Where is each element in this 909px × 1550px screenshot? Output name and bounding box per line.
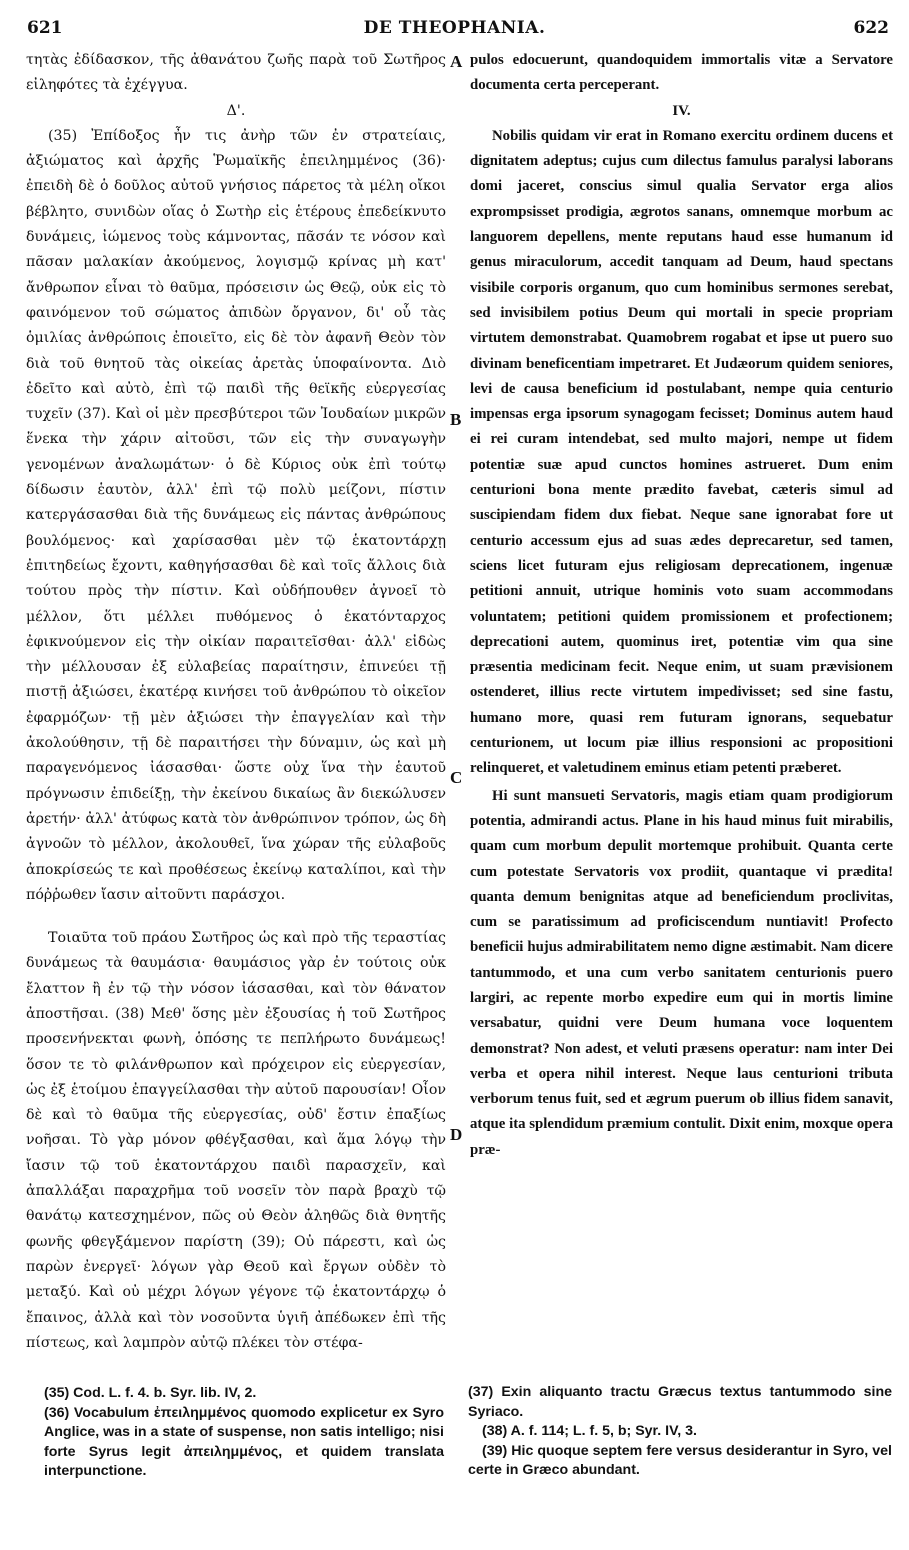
running-header <box>0 18 909 44</box>
latin-section-heading: IV. <box>672 102 691 119</box>
greek-paragraph-3: Τοιαῦτα τοῦ πράου Σωτῆρος ὡς καὶ πρὸ τῆς τεραστίας δυνάμεως τὰ θαυμάσια· θαυμάσιος γὰρ ἐν τούτοις οὐκ ἔλαττον ἢ ἐν τῷ τὴν νόσον ἰάσασθαι, καὶ τὸν θάνατον ἀποστῆσαι. (38) Μεθ' ὅσης μὲν ἐξουσίας ἡ τοῦ Σωτῆρος προσενήνεκται φωνὴ, ὁπόσης τε πεπλήρωτο δυνάμεως! ὅσον τε τὸ φιλάνθρωπον καὶ πρόχειρον εἰς εὐεργεσίαν, ὡς ἐξ ἑτοίμου ἐπαγγείλασθαι τὴν αὐτοῦ παρουσίαν! Οἷον δὲ καὶ τὸ θαῦμα τῆς εὐεργεσίας, οὐδ' ἔστιν ἐπαξίως νοῆσαι. Τὸ γὰρ μόνον φθέγξασθαι, καὶ ἅμα λόγῳ τὴν ἴασιν τῷ τοῦ ἑκατοντάρχου παιδὶ παρασχεῖν, καὶ ἀπαλλάξαι παραχρῆμα τοῦ νοσεῖν τὸν παρὰ βραχὺ τῷ θανάτῳ κατεσχημένον, πῶς οὐ Θεὸν ἀληθῶς διὰ θνητῆς φωνῆς φθεγξάμενον παρίστη (39); Οὐ πάρεστι, καὶ ὡς παρὼν ἐνεργεῖ· λόγων γὰρ Θεοῦ καὶ ἔργων οὐδὲν τὸ μεταξύ. Καὶ οὐ μέχρι λόγων γέγονε τῷ ἑκατοντάρχῳ ὁ ἔπαινος, ἀλλὰ καὶ τὸν νοσοῦντα ὑγιῆ ἀπέδωκεν ἐπὶ τῆς πίστεως, καὶ λαμπρὸν αὐτῷ πλέκει τὸν στέφα- <box>26 930 446 1351</box>
greek-paragraph-1: τητὰς ἐδίδασκον, τῆς ἀθανάτου ζωῆς παρὰ τοῦ Σωτῆρος εἰληφότες τὰ ἐχέγγυα. <box>26 52 446 94</box>
margin-marker-c: C <box>450 768 463 787</box>
footnote-39: (39) Hic quoque septem fere versus desiderantur in Syro, vel certe in Græco abundant. <box>468 1442 892 1478</box>
latin-paragraph-2: Nobilis quidam vir erat in Romano exercitu ordinem ducens et dignitatem adeptus; cujus cum dilectus famulus paralysi laborans domi jaceret, conscius simul qualia Servator erga alios exprompsisset prodigia, ægrotos sanans, omnemque morbum ac languorem depellens, mente reputans haud esse humanum id genus miraculorum, accedit tanquam ad Deum, haud spectans visibile corporis organum, quo cum hominibus sermones serebat, sed invisibilem potius Deum qui mortali in specie propriam virtutem demonstrabat. Quamobrem rogabat et ipse ut puero suo divinam beneficentiam impetraret. Et Judæorum quidem seniores, levi de causa beneficium id postulabant, nempe quia centurio impensas erga ipsorum synagogam fecisset; Dominus autem haud ei rei curam intendebat, sed multo majori, nempe ut fidem potentiæ suæ apud cunctos homines astrueret. Dum enim centurioni bona mente prædito favebat, cæteris simul ad suscipiendam fidem dux fiebat. Neque sane ignorabat fore ut centurio accessum ejus ad suas ædes deprecaretur, sed tamen, sciens licet futuram ejus religiosam deprecationem, ingenuæ petitioni annuit, utrique hominis voto suam accommodans voluntatem; petitioni quidem promissionem et profectionem; deprecationi autem, quominus iret, potentiæ vim qua sine præsentia medicinam fecit. Neque enim, ut suam prævisionem ostenderet, illius recte virtutem impedivisset; sed sine fastu, humano more, quasi rem futuram ignorans, sequebatur centurionem, ut locum piæ illius responsioni ac propositioni relinqueret, et valetudinem eminus etiam petenti præberet. <box>470 127 893 777</box>
running-title: DE THEOPHANIA. <box>363 18 546 38</box>
footnote-35: (35) Cod. L. f. 4. b. Syr. lib. IV, 2. <box>44 1385 257 1401</box>
greek-column <box>26 48 446 1356</box>
margin-marker-b: B <box>450 410 462 429</box>
footnote-36: (36) Vocabulum ἐπειλημμένος quomodo explicetur ex Syro Anglice, was in a state of suspense, non satis intelligo; nisi forte Syrus legit ἀπειλημμένος, et quidem translata interpunctione. <box>44 1404 444 1479</box>
footnote-38: (38) A. f. 114; L. f. 5, b; Syr. IV, 3. <box>482 1423 697 1439</box>
footnotes-left <box>44 1384 444 1482</box>
footnotes-right <box>468 1383 892 1481</box>
latin-column <box>470 48 893 1163</box>
page-number-left: 621 <box>27 18 63 38</box>
page-number-right: 622 <box>853 18 889 38</box>
margin-marker-a: A <box>450 52 463 71</box>
greek-paragraph-2: (35) Ἐπίδοξος ἦν τις ἀνὴρ τῶν ἐν στρατείαις, ἀξιώματος καὶ ἀρχῆς Ῥωμαϊκῆς ἐπειλημμένος (36)· ἐπειδὴ δὲ ὁ δοῦλος αὐτοῦ γνήσιος πάρετος τὰ μέλη οἴκοι βέβλητο, συνιδὼν οἵας ὁ Σωτὴρ εἰς ἑτέρους ἐπεδείκνυτο δυνάμεις, ἰώμενος τοὺς κάμνοντας, πᾶσάν τε νόσον καὶ πᾶσαν μαλακίαν ἀκούμενος, λογισμῷ κρίνας μὴ κατ' ἄνθρωπον εἶναι τὸ θαῦμα, πρόσεισιν ὡς Θεῷ, οὐκ εἰς τὸ φαινόμενον τοῦ σώματος ἀπιδὼν ὄργανον, δι' οὗ τὰς ὁμιλίας ἀνθρώποις ἐποιεῖτο, εἰς δὲ τὸν ἀφανῆ Θεὸν τὸν διὰ τοῦ θνητοῦ τὰς οἰκείας ἀρετὰς ὑποφαίνοντα. Διὸ ἐδεῖτο καὶ αὐτὸ, ἐπὶ τῷ παιδὶ τῆς θεϊκῆς εὐεργεσίας τυχεῖν (37). Καὶ οἱ μὲν πρεσβύτεροι τῶν Ἰουδαίων μικρῶν ἕνεκα τὴν χάριν αἰτοῦσι, τῶν εἰς τὴν συναγωγὴν γενομένων ἀναλωμάτων· ὁ δὲ Κύριος οὐκ ἐπὶ τούτῳ δίδωσιν ἑαυτὸν, ἀλλ' ἐπὶ τῷ πολὺ μείζονι, πίστιν κατεργάσασθαι διὰ τῆς δυνάμεως εἰς πάντας ἀνθρώπους βουλόμενος· καὶ χαρίσασθαι μὲν τῷ ἑκατοντάρχῃ ἐπιτηδείως ἔχοντι, καθηγήσασθαι δὲ καὶ τοῖς ἄλλοις διὰ τούτου πρὸς τὴν πίστιν. Καὶ οὐδήπουθεν ἀγνοεῖ τὸ μέλλον, ὅτι μέλλει πυθόμενος ὁ ἑκατόνταρχος ἐφικνούμενον εἰς τὴν οἰκίαν παραιτεῖσθαι· ἀλλ' εἰδὼς τὴν μέλλουσαν ἐξ εὐλαβείας παραίτησιν, ἐπινεύει τῇ πιστῇ ἀξιώσει, ἑκατέρᾳ κινήσει τοῦ ἀνθρώπου τὸ οἰκεῖον ἐφαρμόζων· τῇ μὲν ἀξιώσει τὴν ἐπαγγελίαν καὶ τὴν ἀκολούθησιν, τῇ δὲ παραιτήσει τὴν δύναμιν, ὡς καὶ μὴ παραγενόμενος ἰάσασθαι· ὥστε οὐχ ἵνα τὴν ἑαυτοῦ πρόγνωσιν ἐπιδείξῃ, τὴν ἐκείνου δικαίως ἂν διεκώλυσεν ἀρετήν· ἀλλ' ἀτύφως κατὰ τὸν ἀνθρώπινον τρόπον, ὡς δὴ ἀγνοῶν τὸ μέλλον, ἀκολουθεῖ, ἵνα χώραν τῆς εὐλαβοῦς ἀποκρίσεώς τε καὶ προθέσεως ἐκείνῳ καταλίποι, καὶ τὴν πόῤῥωθεν ἴασιν αἰτοῦντι παράσχοι. <box>26 127 446 903</box>
paragraph-gap <box>26 908 446 926</box>
latin-paragraph-1: pulos edocuerunt, quandoquidem immortalis vitæ a Servatore documenta certa perceperant. <box>470 52 893 94</box>
latin-paragraph-3: Hi sunt mansueti Servatoris, magis etiam quam prodigiorum potentia, admirandi actus. Plane in his haud minus fuit mirabilis, quam cum morbum depulit mortemque prohibuit. Quanta certe cum potestate Servatoris vox prodiit, quantaque vi prædita! quanta demum benignitas atque ad beneficiendum proclivitas, cum se paratissimum ad proficiscendum nuntiavit! Profecto beneficii hujus admirabilitatem nemo digne æstimabit. Nam dicere tantummodo, et una cum verbo sanitatem centurionis puero largiri, ac repente morbo expedire eum qui in mortis limine versabatur, quidni vere Deum humana voce loquentem demonstrat? Non adest, et veluti præsens operatur: nam inter Dei verba et opera nihil interest. Neque laus centurioni tributa verborum tenus fuit, sed et ægrum puerum ob illius fidem sanavit, atque ita splendidum præmium contulit. Dixit enim, moxque opera præ- <box>470 787 893 1158</box>
margin-marker-d: D <box>450 1125 463 1144</box>
footnote-37: (37) Exin aliquanto tractu Græcus textus tantummodo sine Syriaco. <box>468 1384 892 1420</box>
greek-section-heading: Δ'. <box>226 102 246 119</box>
